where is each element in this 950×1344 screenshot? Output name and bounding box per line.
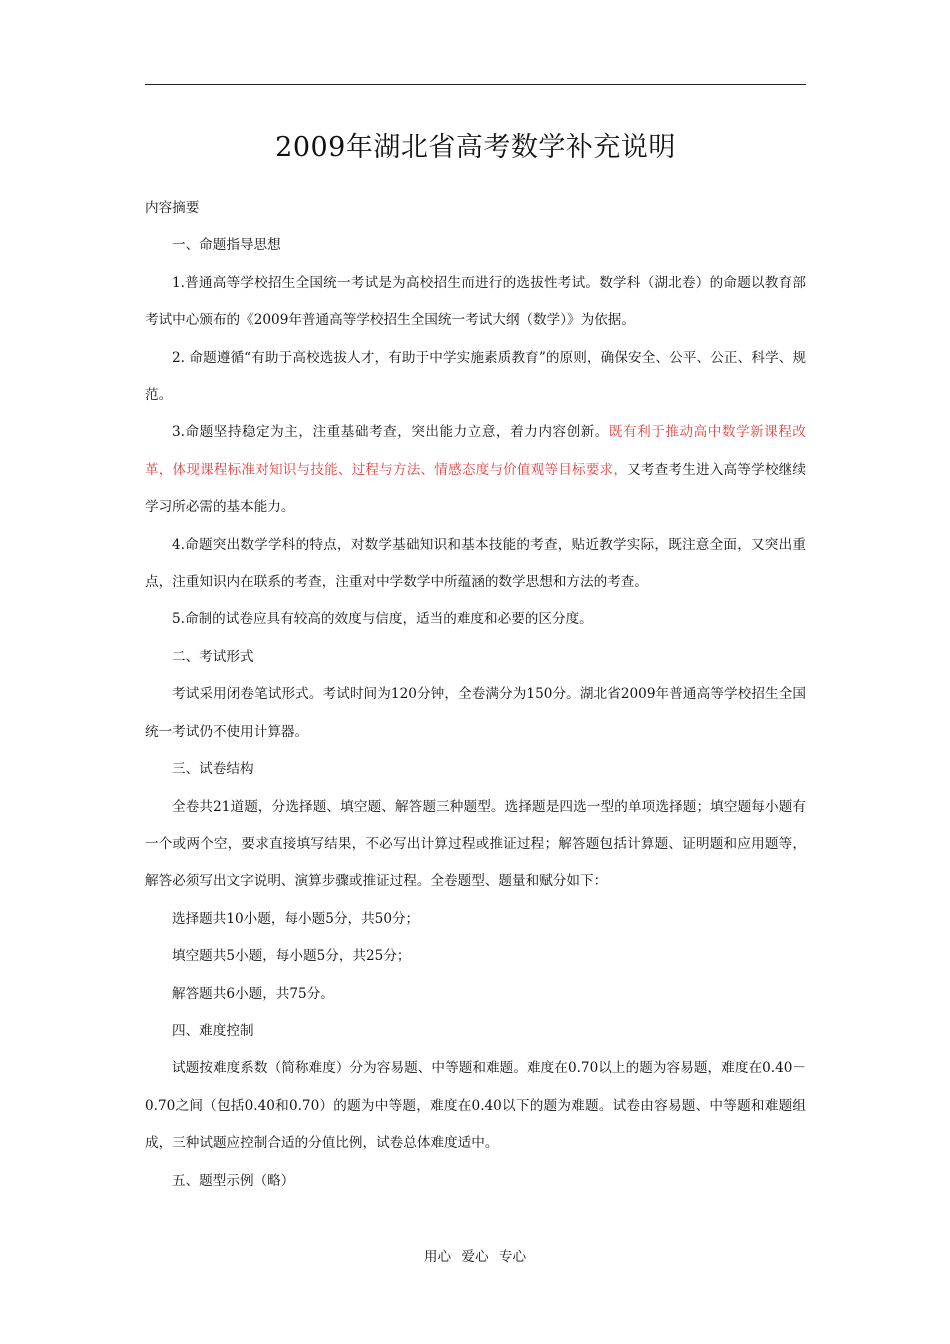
paragraph-2-1: 考试采用闭卷笔试形式。考试时间为120分钟，全卷满分为150分。湖北省2009年普通高等学校招生全国统一考试仍不使用计算器。 (145, 686, 806, 740)
paragraph-1-1: 1.普通高等学校招生全国统一考试是为高校招生而进行的选拔性考试。数学科（湖北卷）的命题以教育部考试中心颁布的《2009年普通高等学校招生全国统一考试大纲（数学）》为依据。 (145, 274, 806, 329)
list-item: 选择题共10小题，每小题5分，共50分； (172, 910, 420, 927)
paragraph-3-1: 全卷共21道题，分选择题、填空题、解答题三种题型。选择题是四选一型的单项选择题；填空题每小题有一个或两个空，要求直接填写结果，不必写出计算过程或推证过程；解答题包括计算题、证明题和应用题等，解答必须写出文字说明、演算步骤或推证过程。全卷题型、题量和赋分如下： (145, 798, 806, 890)
summary-label: 内容摘要 (145, 200, 200, 216)
page-footer: 用心 爱心 专心 (423, 1249, 527, 1265)
paragraph-1-3-text-a: 3.命题坚持稳定为主，注重基础考查，突出能力立意，着力内容创新。 (172, 424, 609, 441)
section-heading-4: 四、难度控制 (172, 1022, 254, 1039)
highlighted-text: 既有利于推动高中数学新课程改革，体现课程标准对知识与技能、过程与方法、情感态度与价值观等目标要求， (145, 424, 807, 478)
section-heading-3: 三、试卷结构 (172, 761, 254, 778)
paragraph-1-4: 4.命题突出数学学科的特点，对数学基础知识和基本技能的考查，贴近教学实际，既注意全面，又突出重点，注重知识内在联系的考查，注重对中学数学中所蕴涵的数学思想和方法的考查。 (145, 536, 806, 591)
paragraph-1-2: 2. 命题遵循“有助于高校选拔人才，有助于中学实施素质教育”的原则，确保安全、公平、公正、科学、规范。 (145, 349, 806, 404)
section-heading-2: 二、考试形式 (172, 648, 254, 665)
list-item: 填空题共5小题，每小题5分，共25分； (172, 948, 411, 965)
paragraph-4-1: 试题按难度系数（简称难度）分为容易题、中等题和难题。难度在0.70以上的题为容易题，难度在0.40－0.70之间（包括0.40和0.70）的题为中等题，难度在0.40以下的题为难题。试卷由容易题、中等题和难题组成，三种试题应控制合适的分值比例，试卷总体难度适中。 (145, 1060, 806, 1152)
list-item: 解答题共6小题，共75分。 (172, 985, 334, 1002)
section-heading-1: 一、命题指导思想 (172, 237, 281, 254)
document-body (145, 190, 806, 1200)
section-heading-5: 五、题型示例（略） (172, 1172, 295, 1189)
paragraph-1-3 (145, 414, 806, 526)
paragraph-1-5: 5.命制的试卷应具有较高的效度与信度，适当的难度和必要的区分度。 (172, 611, 593, 628)
header-rule (145, 84, 806, 85)
page-title: 2009年湖北省高考数学补充说明 (275, 132, 676, 163)
paragraph-1-3-text-b: 又考查考生进入高等学校继续学习所必需的基本能力。 (145, 461, 806, 516)
